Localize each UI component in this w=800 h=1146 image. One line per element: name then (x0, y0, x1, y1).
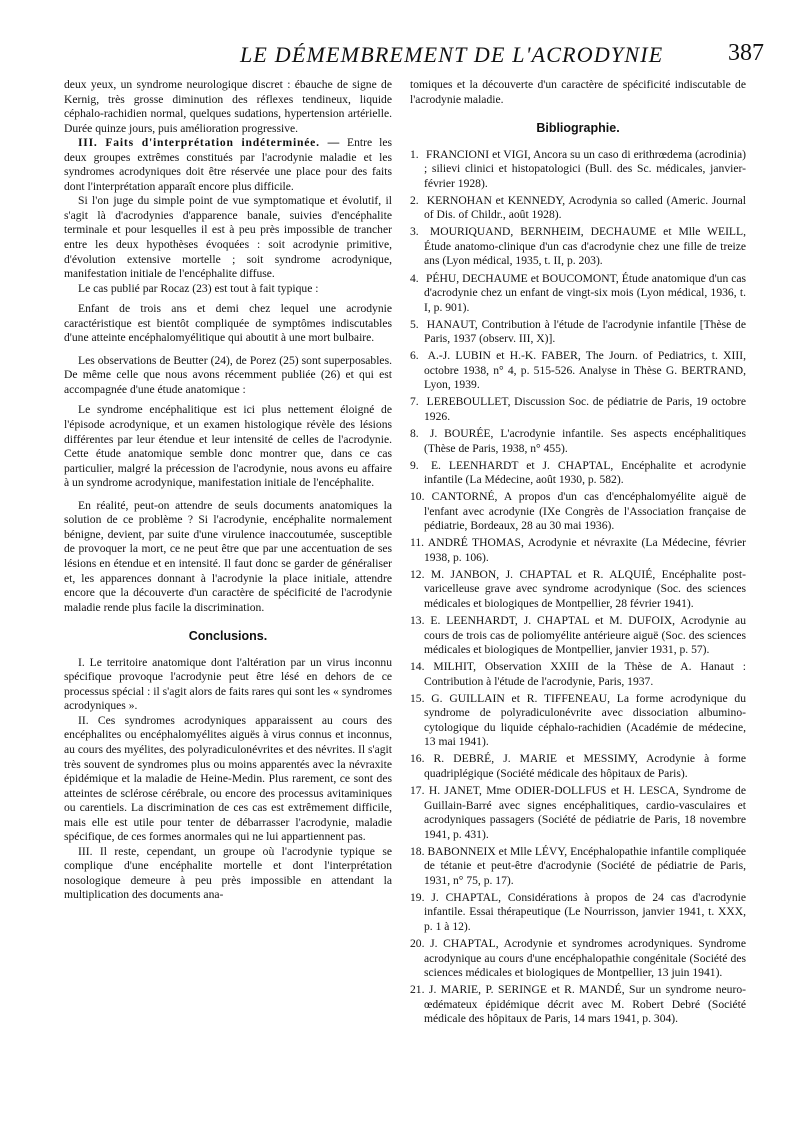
paragraph: deux yeux, un syndrome neurologique discret : ébauche de signe de Kernig, très grosse diminution des réflexes tendineux, liquide céphalo-rachidien normal, quelques sudations, hypertension artérielle. Durée quinze jours, puis amélioration progressive. (64, 78, 392, 135)
page-number: 387 (728, 40, 764, 66)
reference-text: G. GUILLAIN et R. TIFFENEAU, La forme acrodynique du syndrome de polyradiculonévrite avec dissociation albumino-cytologique du liquide céphalo-rachidien (Académie de médecine, 13 mai 1941). (424, 691, 746, 749)
reference-text: E. LEENHARDT, J. CHAPTAL et M. DUFOIX, Acrodynie au cours de trois cas de poliomyélite antérieure aiguë (Soc. des sciences médicales et biologiques de Montpellier, janvier 1931, p. 57). (424, 614, 746, 657)
page-header (60, 40, 780, 72)
reference-number: 15. (410, 691, 425, 705)
reference-text: M. JANBON, J. CHAPTAL et R. ALQUIÉ, Encéphalite post-varicelleuse grave avec syndrome acrodynique (Soc. des sciences médicales et biologiques de Montpellier, 28 février 1941). (424, 567, 746, 610)
left-column (64, 78, 392, 903)
case-quote: Le syndrome encéphalitique est ici plus nettement éloigné de l'épisode acrodynique, et un examen histologique révèle des lésions différentes par leur étendue et leur intensité de celles de l'acrodynie. Cette étude anatomique semble donc montrer que, dans ce cas particulier, malgré la précession de l'acrodynie, nous avons eu affaire à un syndrome acrodynique, manifestation initiale de l'encéphalite. (64, 403, 392, 490)
bibliography-heading: Bibliographie. (536, 121, 620, 136)
reference-text: PÉHU, DECHAUME et BOUCOMONT, Étude anatomique d'un cas d'acrodynie chez un enfant de vingt-six mois (Lyon médical, 1936, t. I, p. 901). (423, 271, 746, 314)
reference-number: 8. (410, 426, 419, 440)
section-paragraph (64, 136, 392, 194)
running-title: LE DÉMEMBREMENT DE L'ACRODYNIE (240, 42, 664, 67)
reference-item (410, 395, 746, 424)
reference-number: 2. (410, 193, 419, 207)
reference-number: 1. (410, 147, 419, 161)
reference-item (410, 692, 746, 750)
reference-number: 17. (410, 784, 425, 798)
paragraph: En réalité, peut-on attendre de seuls documents anatomiques la solution de ce problème ? Si l'acrodynie, encéphalite normalement bénigne, devient, par suite d'une virulence inaccoutumée, susceptible de provoquer la mort, ce ne peut être que par une accentuation de ses lésions en étendue et en intensité. Il faut donc se garder de généraliser et, les apparences donnant à l'acrodynie la place initiale, attendre encore que la découverte d'un caractère de spécificité de l'acrodynie maladie rende plus facile la discrimination. (64, 498, 392, 614)
reference-item (410, 845, 746, 889)
reference-number: 14. (410, 660, 425, 674)
reference-text: A.-J. LUBIN et H.-K. FABER, The Journ. of Pediatrics, t. XIII, octobre 1938, n° 4, p. 515-526. Analyse in Thèse G. BERTRAND, Lyon, 1939. (423, 349, 746, 392)
case-quote: Enfant de trois ans et demi chez lequel une acrodynie caractéristique est bientôt compliquée de symptômes indiscutables d'une atteinte encéphalomyélitique qui aboutit à une mort bulbaire. (64, 302, 392, 345)
reference-list (410, 148, 746, 1027)
paragraph: Si l'on juge du simple point de vue symptomatique et évolutif, il s'agit là d'acrodynies d'apparence banale, suivies d'encéphalite terminale et pour lesquelles il est à peu près impossible de trancher entre les deux hypothèses évoquées : soit acrodynie primitive, d'évolution extensive mortelle ; soit syndrome acrodynique, manifestation initiale de l'encéphalite diffuse. (64, 194, 392, 281)
reference-text: LEREBOULLET, Discussion Soc. de pédiatrie de Paris, 19 octobre 1926. (423, 395, 746, 423)
reference-item (410, 891, 746, 935)
reference-item (410, 225, 746, 269)
reference-item (410, 568, 746, 612)
reference-item (410, 660, 746, 689)
paragraph: tomiques et la découverte d'un caractère de spécificité indiscutable de l'acrodynie maladie. (410, 78, 746, 106)
reference-number: 3. (410, 225, 419, 239)
section-heading: III. Faits d'interprétation indéterminée. — (78, 136, 341, 150)
reference-text: J. BOURÉE, L'acrodynie infantile. Ses aspects encéphalitiques (Thèse de Paris, 1938, n° 455). (423, 426, 746, 455)
conclusions-heading: Conclusions. (188, 629, 268, 644)
reference-text: BABONNEIX et Mlle LÉVY, Encéphalopathie infantile compliquée de tétanie et peut-être d'acrodynie (Société de pédiatrie de Paris, 1931, n° 75, p. 17). (424, 844, 746, 887)
reference-number: 9. (410, 458, 419, 472)
reference-text: FRANCIONI et VIGI, Ancora su un caso di erithrœdema (acrodinia) ; silievi clinici et histopatologici (Bull. des Sc. médicales, janvier-février 1928). (423, 147, 746, 190)
reference-item (410, 490, 746, 534)
reference-number: 12. (410, 567, 425, 581)
reference-item (410, 784, 746, 842)
reference-number: 18. (410, 844, 425, 858)
reference-number: 20. (410, 937, 425, 951)
reference-text: ANDRÉ THOMAS, Acrodynie et névraxite (La Médecine, février 1938, p. 106). (424, 536, 746, 564)
reference-text: E. LEENHARDT et J. CHAPTAL, Encéphalite et acrodynie infantile (La Médecine, août 1930, p. 582). (423, 458, 746, 487)
conclusion-paragraph: I. Le territoire anatomique dont l'altération par un virus inconnu spécifique provoque l'acrodynie peut être lésé en dehors de ce processus spécial : il s'agit alors de faits rares qui sont les « syndromes acrodyniques ». (64, 655, 392, 713)
reference-number: 16. (410, 752, 425, 766)
reference-item (410, 983, 746, 1027)
conclusion-paragraph: III. Il reste, cependant, un groupe où l'acrodynie typique se complique d'une encéphalite mortelle et dont l'interprétation nosologique demeure à peu près impossible en attendant la multiplication des documents ana- (64, 844, 392, 902)
reference-number: 21. (410, 983, 425, 997)
reference-item (410, 752, 746, 781)
reference-item (410, 937, 746, 981)
reference-item (410, 148, 746, 192)
reference-text: MOURIQUAND, BERNHEIM, DECHAUME et Mlle WEILL, Étude anatomo-clinique d'un cas d'acrodynie chez une fille de treize ans (Lyon médical, 1935, t. II, p. 203). (423, 225, 746, 268)
reference-item (410, 536, 746, 565)
reference-item (410, 349, 746, 393)
right-column (410, 78, 746, 1029)
paragraph-text: Entre les deux groupes extrêmes constitués par l'acrodynie maladie et les syndromes acrodyniques doit être réservée une place pour des faits dont l'interprétation apparaît encore plus difficile. (64, 136, 392, 193)
reference-item (410, 194, 746, 223)
reference-text: CANTORNÉ, A propos d'un cas d'encéphalomyélite aiguë de l'enfant avec acrodynie (IXe Congrès de l'Association française de pédiatrie, Bordeaux, 28 au 30 mai 1936). (424, 490, 746, 533)
reference-item (410, 459, 746, 488)
reference-number: 19. (410, 890, 425, 904)
conclusion-paragraph: II. Ces syndromes acrodyniques apparaissent au cours des encéphalites ou encéphalomyélites aiguës à virus connus et inconnus, au cours des myélites, des polyradiculonévrites et des névrites. Il s'agit très souvent de syndromes plus ou moins apparentés avec la névraxite épidémique et la maladie de Heine-Medin. Plus rarement, ce sont des atteintes de sclérose cérébrale, ou encore des processus avitaminiques ou carentiels. La discrimination de ces cas est extrêmement difficile, mais elle est utile pour tenter de débarrasser l'acrodynie, maladie spécifique, de ces formes anormales qui ne lui appartiennent pas. (64, 713, 392, 844)
reference-number: 4. (410, 271, 419, 285)
reference-text: MILHIT, Observation XXIII de la Thèse de A. Hanaut : Contribution à l'étude de l'acrodynie, Paris, 1937. (424, 660, 746, 688)
reference-text: J. CHAPTAL, Acrodynie et syndromes acrodyniques. Syndrome acrodynique au cours d'une encéphalopathie congénitale (Société des sciences médicales et biologiques de Montpellier, 13 juin 1941). (424, 937, 746, 980)
reference-text: H. JANET, Mme ODIER-DOLLFUS et H. LESCA, Syndrome de Guillain-Barré avec signes encéphalitiques, cardio-vasculaires et acrodyniques passagers (Société de pédiatrie de Paris, 18 novembre 1941, p. 431). (424, 784, 746, 841)
reference-number: 11. (410, 536, 425, 550)
reference-item (410, 427, 746, 456)
reference-item (410, 614, 746, 658)
reference-item (410, 272, 746, 316)
paragraph: Le cas publié par Rocaz (23) est tout à fait typique : (78, 281, 319, 295)
paragraph: Les observations de Beutter (24), de Porez (25) sont superposables. De même celle que nous avons récemment publiée (26) et qui est accompagnée d'une étude anatomique : (64, 353, 392, 396)
reference-text: KERNOHAN et KENNEDY, Acrodynia so called (Americ. Journal of Dis. of Childr., août 1928). (423, 193, 746, 222)
reference-number: 6. (410, 349, 419, 363)
reference-text: R. DEBRÉ, J. MARIE et MESSIMY, Acrodynie à forme quadriplégique (Société médicale des hôpitaux de Paris). (424, 752, 746, 781)
reference-text: J. CHAPTAL, Considérations à propos de 24 cas d'acrodynie infantile. Essai thérapeutique (Le Nourrisson, janvier 1941, t. XXX, p. 1 à 12). (424, 890, 746, 933)
reference-number: 7. (410, 395, 419, 409)
reference-number: 5. (410, 317, 419, 331)
reference-number: 13. (410, 614, 425, 628)
reference-number: 10. (410, 490, 425, 504)
reference-text: HANAUT, Contribution à l'étude de l'acrodynie infantile [Thèse de Paris, 1937 (observ. III, X)]. (423, 317, 746, 346)
reference-text: J. MARIE, P. SERINGE et R. MANDÉ, Sur un syndrome neuro-œdémateux épidémique décrit avec M. Robert Debré (Société médicale des hôpitaux de Paris, 14 mars 1941, p. 304). (424, 983, 746, 1026)
reference-item (410, 318, 746, 347)
